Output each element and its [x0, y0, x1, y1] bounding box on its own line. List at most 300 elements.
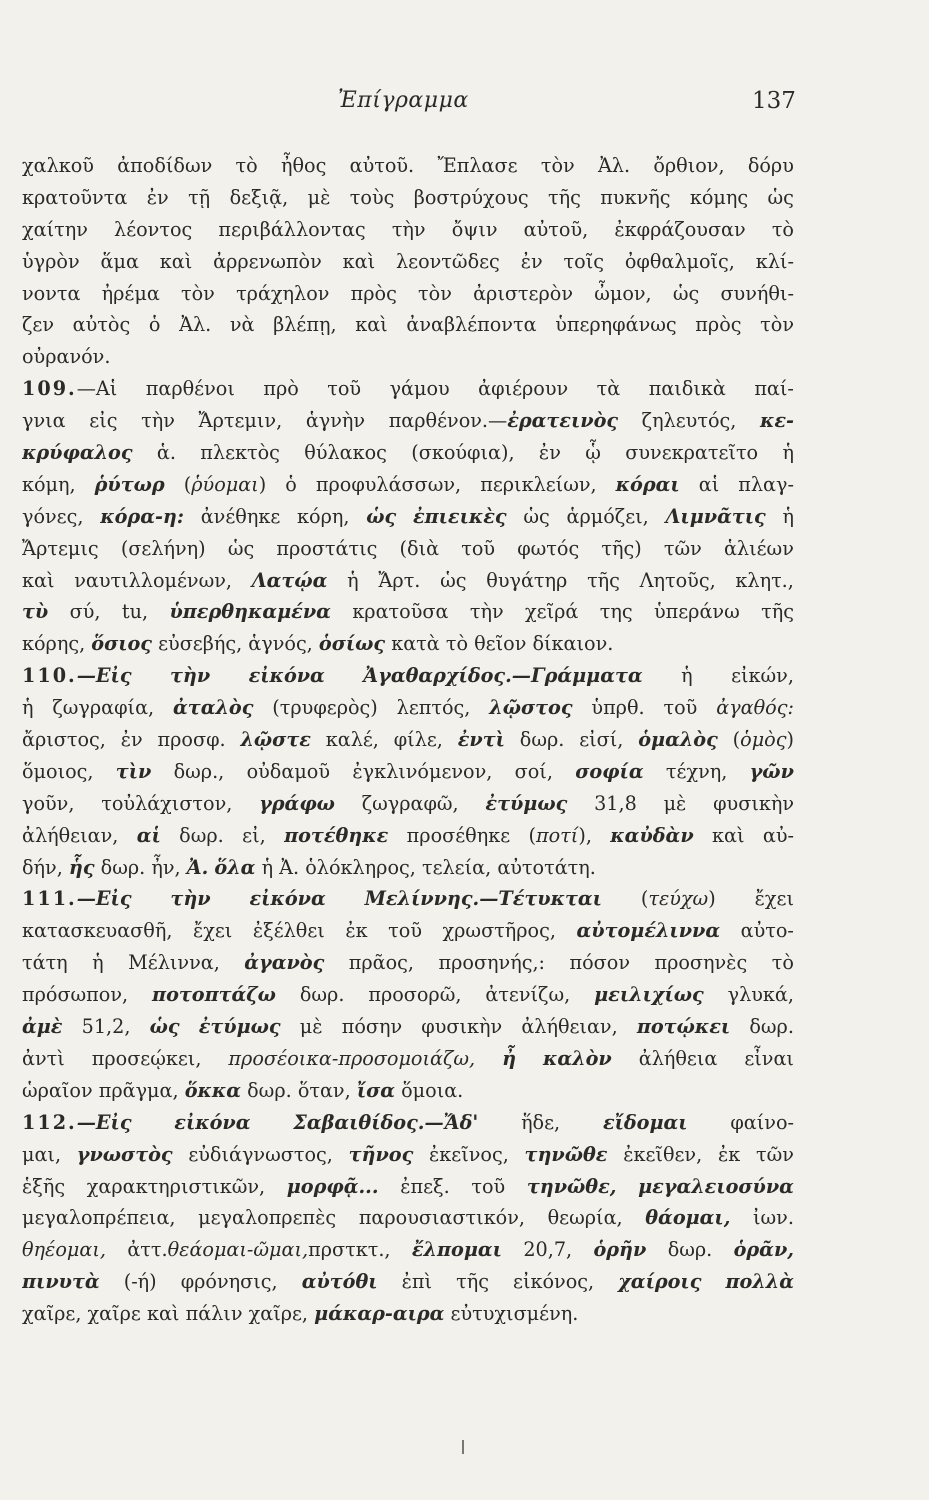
word	[240, 724, 310, 756]
text-run: καλέ,	[325, 728, 379, 752]
text-run: δόρυ	[747, 154, 794, 177]
word	[101, 246, 139, 278]
italic-text: ἀγαθός:	[716, 696, 794, 720]
lemma-text: τὴν	[169, 664, 211, 688]
text-run: παιδικὰ	[648, 377, 726, 401]
word	[314, 1298, 450, 1330]
text-run: βοστρύχους	[413, 185, 529, 209]
word	[174, 756, 225, 788]
word	[249, 660, 325, 692]
word	[91, 628, 158, 660]
word	[642, 405, 737, 437]
word	[524, 214, 589, 246]
word	[735, 565, 793, 597]
text-run: νοντα	[22, 281, 81, 305]
text-line	[22, 341, 794, 373]
word	[564, 246, 604, 278]
word	[88, 1298, 147, 1330]
lemma-text: ἐτύμως	[485, 791, 568, 815]
text-run: ὑπερηφάνως	[555, 313, 677, 337]
lemma-text: —Εἰς	[76, 887, 132, 911]
word	[300, 979, 345, 1011]
text-run: θεωρία,	[547, 1206, 623, 1230]
lemma-text: λῷστε	[240, 728, 311, 752]
text-run: τοῦ	[461, 536, 496, 560]
word	[649, 373, 726, 405]
word	[22, 628, 91, 660]
text-run: ἐκεῖνος,	[428, 1142, 509, 1166]
word	[351, 278, 397, 310]
word	[247, 756, 330, 788]
word	[200, 437, 280, 469]
word	[150, 1011, 180, 1043]
word	[218, 214, 365, 246]
lemma-text: ἐντὶ	[457, 728, 505, 752]
word	[768, 182, 794, 214]
text-run: Ἀλ.	[179, 313, 212, 337]
word	[523, 501, 549, 533]
lemma-text: Ἀγαθαρχίδος.—Γράμματα	[363, 664, 643, 688]
text-run: τῶν	[663, 536, 702, 560]
text-run: ὁ	[148, 313, 161, 337]
text-line	[22, 947, 794, 979]
lemma-text: τηνῶθε,	[526, 1174, 617, 1198]
word	[597, 373, 621, 405]
word	[673, 278, 699, 310]
text-line	[22, 628, 794, 660]
word	[614, 214, 745, 246]
word	[147, 182, 169, 214]
text-run: ἔχει	[754, 887, 794, 911]
entry-number	[22, 1107, 132, 1139]
word	[555, 309, 676, 341]
lemma-text: —Εἰς	[76, 664, 132, 688]
lemma-text: ὁρᾶν,	[733, 1238, 794, 1262]
word	[359, 1202, 525, 1234]
word	[731, 660, 794, 692]
italic-text: θηέομαι,	[22, 1238, 106, 1262]
word	[782, 437, 794, 469]
text-line	[22, 820, 794, 852]
text-line	[22, 788, 794, 820]
text-run: —Αἱ	[76, 377, 118, 401]
word	[89, 405, 117, 437]
text-run: πάλιν	[185, 1302, 243, 1326]
word	[664, 533, 702, 565]
word	[259, 788, 335, 820]
text-run: ἡ	[681, 664, 693, 688]
word	[181, 278, 215, 310]
text-run: τὰ	[596, 377, 621, 401]
word	[664, 788, 687, 820]
word	[666, 501, 766, 533]
word	[733, 724, 794, 756]
text-run: προσφ.	[157, 728, 226, 752]
word	[74, 565, 232, 597]
text-run: τὸ	[771, 951, 794, 975]
word	[147, 1298, 186, 1330]
text-run: Μέλιννα,	[128, 951, 220, 975]
word	[158, 724, 226, 756]
text-run: χαῖρε	[87, 1302, 141, 1326]
text-run: εἰσί,	[579, 728, 624, 752]
text-run: γλυκά,	[727, 983, 794, 1007]
text-run: 20,7,	[523, 1238, 573, 1262]
word	[412, 1234, 502, 1266]
text-run: τοῦ	[471, 1174, 506, 1198]
text-line	[22, 852, 794, 884]
text-run: πρᾶος,	[348, 951, 415, 975]
word	[394, 724, 443, 756]
word	[720, 278, 793, 310]
word	[284, 820, 388, 852]
word	[236, 278, 329, 310]
text-run: κόρη,	[297, 504, 350, 528]
word	[114, 214, 192, 246]
text-run: τοῦ	[388, 919, 422, 943]
word	[22, 692, 34, 724]
word	[293, 1107, 478, 1139]
word	[515, 756, 553, 788]
text-run: γόνες,	[22, 504, 84, 528]
text-run: προσορῶ,	[368, 983, 462, 1007]
text-run: ὅμοιος,	[22, 759, 94, 783]
page-number: 137	[752, 88, 796, 114]
word	[401, 1075, 463, 1107]
lemma-text: ὅκκα	[184, 1078, 242, 1102]
text-run: φαίνο-	[730, 1110, 794, 1134]
lemma-text: ὅσιος	[91, 632, 152, 656]
text-line	[22, 565, 794, 597]
text-run: (σκούφια),	[411, 441, 515, 465]
word	[744, 1043, 794, 1075]
text-run: προσηνὲς	[654, 951, 748, 975]
text-run: τοῦ	[327, 377, 362, 401]
lemma-text: χαίροις	[618, 1270, 702, 1294]
word	[228, 1043, 475, 1075]
word	[623, 1139, 702, 1171]
word	[712, 820, 744, 852]
text-line	[22, 214, 794, 246]
word	[601, 533, 641, 565]
text-run: ἡ	[22, 696, 34, 720]
word	[22, 278, 80, 310]
text-run: τῆς	[587, 568, 620, 592]
text-run: 110.	[22, 664, 77, 688]
text-run: πρὸς	[695, 313, 742, 337]
text-run: τὸ	[445, 632, 469, 656]
text-run: ἐγκλινόμενον,	[352, 759, 493, 783]
lemma-text: τὺ	[22, 600, 49, 624]
text-run: ἀρρενωπὸν	[213, 249, 322, 273]
lemma-text: ἀταλὸς	[173, 696, 254, 720]
word	[390, 373, 450, 405]
text-run: τὸ	[235, 154, 258, 177]
text-run: κρατοῦντα	[22, 185, 128, 209]
lemma-text: πολλὰ	[725, 1270, 794, 1294]
word	[502, 1043, 516, 1075]
word	[170, 883, 210, 915]
lemma-text: Λατῴα	[251, 568, 328, 592]
word	[362, 788, 459, 820]
text-run: φρόνησις,	[180, 1270, 278, 1294]
word	[668, 1234, 713, 1266]
word	[22, 1075, 99, 1107]
word	[352, 756, 492, 788]
text-run: περικλείων,	[480, 472, 597, 496]
text-run: ἐν	[520, 249, 543, 273]
text-run: ),	[578, 823, 592, 847]
lemma-text: εἴδομαι	[602, 1110, 688, 1134]
text-run: ὡς	[227, 536, 255, 560]
text-run: ἡ	[782, 441, 794, 465]
word	[244, 947, 324, 979]
word	[201, 501, 281, 533]
lemma-text: μειλιχίως	[594, 983, 704, 1007]
lemma-text: Σαβαιθίδος.—Ἄδ'	[293, 1110, 479, 1134]
text-run: ἁγνὴν	[305, 409, 366, 433]
text-run: τοὺς	[349, 185, 395, 209]
word	[730, 1107, 794, 1139]
word	[718, 1139, 740, 1171]
word	[521, 1011, 617, 1043]
word	[638, 1171, 794, 1203]
text-run: ἑξῆς	[22, 1174, 66, 1198]
text-run: τράχηλον	[236, 281, 330, 305]
lemma-text: —Εἰς	[76, 1110, 132, 1134]
text-run: 31,8	[594, 791, 637, 815]
word	[22, 309, 54, 341]
word	[297, 501, 349, 533]
text-run: εἰ,	[242, 823, 266, 847]
text-line	[22, 915, 794, 947]
text-run: 112.	[22, 1110, 77, 1134]
word	[750, 756, 794, 788]
lemma-text: πινυτὰ	[22, 1270, 100, 1294]
text-run: μαι,	[22, 1142, 62, 1166]
word	[695, 309, 741, 341]
word	[249, 1298, 315, 1330]
text-run: τοὐλάχιστον,	[101, 791, 233, 815]
text-run: )	[708, 887, 716, 911]
word	[319, 628, 391, 660]
text-run: τὴν	[141, 409, 175, 433]
lemma-text: εἰκόνα	[249, 887, 326, 911]
word	[276, 533, 377, 565]
word	[548, 1202, 623, 1234]
text-run: ἡ	[347, 568, 359, 592]
word	[600, 182, 670, 214]
word	[543, 1043, 612, 1075]
word	[402, 1266, 432, 1298]
word	[772, 947, 794, 979]
word	[575, 756, 643, 788]
text-run: παί-	[754, 377, 794, 401]
word	[587, 565, 620, 597]
lemma-text: Λιμνᾶτις	[665, 504, 766, 528]
text-run: πόσην	[341, 1015, 403, 1039]
text-run: ἀνέθηκε	[200, 504, 281, 528]
text-line	[22, 1011, 794, 1043]
text-run: ἀφιέρουν	[478, 377, 569, 401]
lemma-text: ἧς	[68, 855, 95, 879]
word	[421, 1011, 502, 1043]
text-run: ἐπὶ	[401, 1270, 433, 1294]
word	[69, 852, 101, 884]
word	[169, 596, 330, 628]
word	[22, 533, 99, 565]
text-run: σοί,	[514, 759, 553, 783]
text-run: προστάτις	[276, 536, 378, 560]
word	[525, 596, 578, 628]
word	[117, 150, 212, 182]
lemma-text: καλὸν	[543, 1046, 612, 1070]
text-run: πρὸς	[350, 281, 397, 305]
word	[92, 1043, 202, 1075]
word	[87, 1171, 265, 1203]
text-run: ἁγνός,	[248, 632, 313, 656]
word	[263, 373, 298, 405]
text-run: ὑγρὸν	[22, 249, 80, 273]
text-run: τὴν	[469, 600, 504, 624]
lemma-text: εἰκόνα	[248, 664, 325, 688]
text-line	[22, 246, 794, 278]
word	[400, 533, 440, 565]
text-run: ὄψιν	[451, 217, 498, 241]
word	[347, 565, 359, 597]
word	[141, 405, 175, 437]
lemma-text: ἐρατεινὸς	[507, 409, 619, 433]
word	[418, 278, 452, 310]
text-run: (	[528, 823, 537, 847]
text-run: tu,	[121, 600, 149, 624]
word	[640, 565, 716, 597]
word	[214, 852, 261, 884]
text-line	[22, 501, 794, 533]
text-run: τῆς	[456, 1270, 489, 1294]
lemma-text: ποτέθηκε	[284, 823, 389, 847]
text-run: ἡ	[261, 855, 274, 879]
text-run: τῇ	[188, 185, 211, 209]
text-run: δωρ.	[100, 855, 146, 879]
word	[287, 1171, 379, 1203]
word	[639, 1043, 718, 1075]
italic-text: ποτί	[536, 823, 579, 847]
lemma-text: μάκαρ-αιρα	[314, 1302, 445, 1326]
text-run: μεγαλοπρέπεια,	[22, 1206, 176, 1230]
lemma-text: Ἀ.	[186, 855, 209, 879]
text-run: εὐτυχισμένη.	[450, 1302, 579, 1326]
lemma-text: ἀμὲ	[22, 1015, 63, 1039]
text-run: φωτός	[517, 536, 580, 560]
word	[513, 1266, 594, 1298]
word	[186, 1298, 249, 1330]
word	[188, 1139, 333, 1171]
word	[734, 1234, 794, 1266]
word	[539, 437, 561, 469]
word	[349, 947, 414, 979]
text-run: ναυτιλλομένων,	[74, 568, 233, 592]
running-head: Ἐπίγραμμα	[338, 88, 469, 113]
entry-number	[22, 373, 117, 405]
text-run: τοῦ	[663, 696, 698, 720]
text-run: πρὸ	[263, 377, 299, 401]
text-run: δωρ.,	[173, 759, 225, 783]
word	[230, 182, 289, 214]
lemma-text: αὐτόθι	[301, 1270, 378, 1294]
word	[470, 596, 504, 628]
text-run: Ἄρτεμιν,	[198, 409, 283, 433]
text-run: τάτη	[22, 951, 68, 975]
text-run: γοῦν,	[22, 791, 75, 815]
word	[285, 469, 297, 501]
word	[368, 979, 461, 1011]
text-run: ἡ	[92, 951, 104, 975]
word	[594, 1234, 647, 1266]
lemma-text: κε-	[759, 409, 794, 433]
text-line	[22, 1266, 794, 1298]
word	[638, 724, 718, 756]
text-run: γάμου	[389, 377, 450, 401]
text-run: πρόσωπον,	[22, 983, 129, 1007]
word	[756, 1139, 794, 1171]
word	[625, 437, 758, 469]
word	[102, 278, 160, 310]
word	[262, 852, 280, 884]
word	[576, 915, 720, 947]
text-run: οὐρανόν.	[22, 345, 111, 369]
text-run: εὐδιάγνωστος,	[188, 1142, 333, 1166]
text-run: αἱ	[698, 472, 720, 496]
word	[124, 1266, 157, 1298]
text-run: ἁλιέων	[723, 536, 794, 560]
text-run: ἐν	[538, 441, 561, 465]
word	[22, 788, 74, 820]
text-line	[22, 150, 794, 182]
word	[618, 1266, 701, 1298]
text-run: ὁλόκληρος,	[305, 855, 416, 879]
lemma-text: κόραι	[615, 472, 680, 496]
word	[121, 724, 143, 756]
lemma-text: ποτῴκει	[636, 1015, 731, 1039]
word	[523, 1234, 572, 1266]
text-run: (-ή)	[123, 1270, 157, 1294]
text-run: (σελήνη)	[120, 536, 206, 560]
word	[411, 437, 514, 469]
text-run: 111.	[22, 887, 77, 911]
word	[645, 1202, 730, 1234]
text-line	[22, 883, 794, 915]
word	[728, 979, 794, 1011]
word	[690, 182, 748, 214]
word	[407, 820, 510, 852]
word	[52, 692, 154, 724]
word	[485, 979, 570, 1011]
word	[486, 565, 567, 597]
word	[520, 724, 565, 756]
word	[92, 947, 104, 979]
text-line	[22, 979, 794, 1011]
word	[616, 469, 680, 501]
word	[345, 915, 367, 947]
word	[610, 820, 693, 852]
word	[461, 533, 495, 565]
word	[473, 278, 573, 310]
word	[748, 150, 794, 182]
text-line	[22, 692, 794, 724]
text-run: Λητοῦς,	[639, 568, 716, 592]
text-line	[22, 182, 794, 214]
